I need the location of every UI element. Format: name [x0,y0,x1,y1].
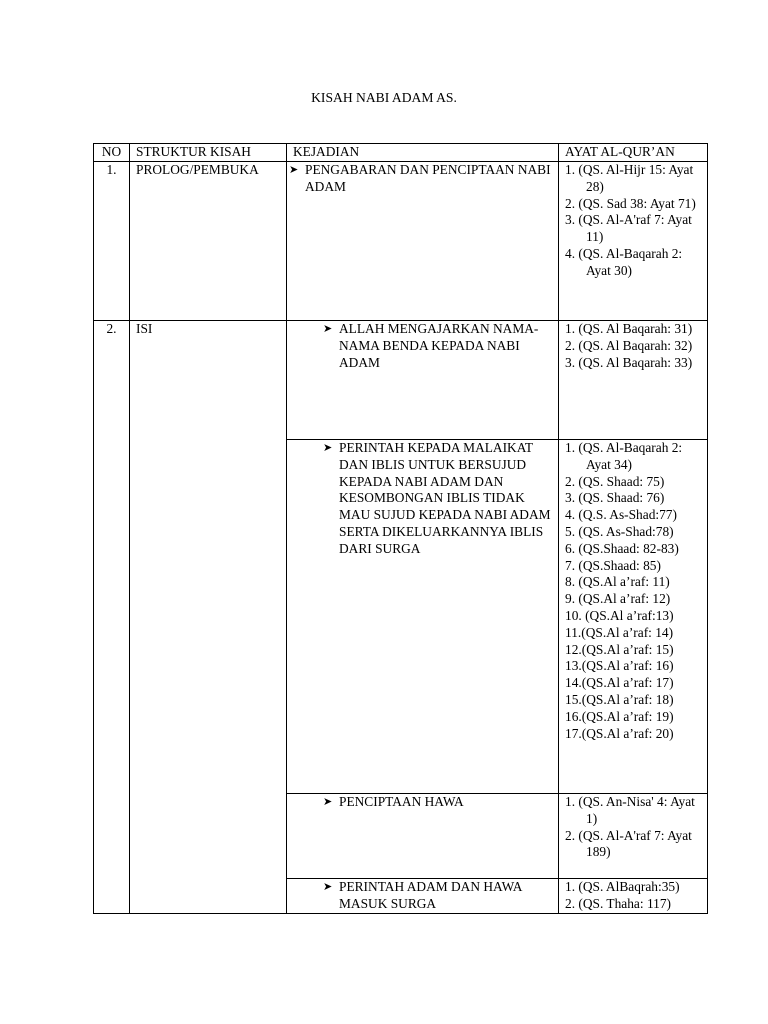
ayat-item: 2. (QS. Al Baqarah: 32) [565,337,693,353]
header-struktur: STRUKTUR KISAH [130,144,287,162]
ayat-item: 3. (QS. Shaad: 76) [565,490,665,506]
ayat-item: 2. (QS. Thaha: 117) [565,895,671,911]
ayat-item: 10. (QS.Al a’raf:13) [565,607,674,623]
ayat-item: 13.(QS.Al a’raf: 16) [565,658,674,674]
ayat-list [565,794,707,861]
ayat-item: 8. (QS.Al a’raf: 11) [565,574,670,590]
table-header-row [94,144,708,162]
ayat-item: 3. (QS. Al-A'raf 7: Ayat 11) [565,212,692,245]
ayat-list [565,440,707,742]
ayat-item: 16.(QS.Al a’raf: 19) [565,708,674,724]
ayat-item: 14.(QS.Al a’raf: 17) [565,675,674,691]
ayat-item: 2. (QS. Sad 38: Ayat 71) [565,195,696,211]
ayat-item: 1. (QS. AlBaqrah:35) [565,879,680,894]
kejadian-text: PERINTAH KEPADA MALAIKAT DAN IBLIS UNTUK BERSUJUD KEPADA NABI ADAM DAN KESOMBONGAN IBLIS TIDAK MAU SUJUD KEPADA NABI ADAM SERTA DIKELUARKANNYA IBLIS DARI SURGA [339,440,551,556]
ayat-item: 17.(QS.Al a’raf: 20) [565,725,674,741]
ayat-item: 9. (QS.Al a’raf: 12) [565,591,671,607]
ayat-item: 12.(QS.Al a’raf: 15) [565,641,674,657]
ayat-item: 5. (QS. As-Shad:78) [565,523,674,539]
document-title: KISAH NABI ADAM AS. [311,90,457,105]
kejadian-cell [287,162,559,321]
arrow-bullet-icon: ➤ [289,163,299,176]
ayat-list [565,321,707,371]
kejadian-text: PENGABARAN DAN PENCIPTAAN NABI ADAM [305,162,551,194]
kejadian-text: ALLAH MENGAJARKAN NAMA-NAMA BENDA KEPADA NABI ADAM [339,321,539,370]
story-table [93,143,708,914]
kejadian-cell [287,440,559,794]
ayat-item: 2. (QS. Shaad: 75) [565,473,665,489]
ayat-item: 7. (QS.Shaad: 85) [565,557,661,573]
kejadian-cell [287,321,559,440]
ayat-item: 1. (QS. An-Nisa' 4: Ayat 1) [565,794,695,826]
kejadian-text: PERINTAH ADAM DAN HAWA MASUK SURGA [339,879,522,911]
row-number: 2. [94,321,130,914]
header-no: NO [94,144,130,162]
ayat-item: 1. (QS. Al-Hijr 15: Ayat 28) [565,162,694,194]
ayat-item: 1. (QS. Al Baqarah: 31) [565,321,693,336]
ayat-cell [559,162,708,321]
table-row [94,321,708,440]
arrow-bullet-icon: ➤ [323,795,333,808]
ayat-item: 2. (QS. Al-A'raf 7: Ayat 189) [565,827,692,860]
ayat-item: 1. (QS. Al-Baqarah 2: Ayat 34) [565,440,683,472]
ayat-cell [559,794,708,879]
ayat-cell [559,440,708,794]
header-ayat: AYAT AL-QUR’AN [559,144,708,162]
struktur-cell: PROLOG/PEMBUKA [130,162,287,321]
ayat-item: 4. (QS. Al-Baqarah 2: Ayat 30) [565,245,683,278]
kejadian-cell [287,879,559,914]
header-kejadian: KEJADIAN [287,144,559,162]
arrow-bullet-icon: ➤ [323,322,333,335]
arrow-bullet-icon: ➤ [323,441,333,454]
ayat-item: 3. (QS. Al Baqarah: 33) [565,354,693,370]
ayat-item: 11.(QS.Al a’raf: 14) [565,624,674,640]
ayat-item: 6. (QS.Shaad: 82-83) [565,540,679,556]
kejadian-cell [287,794,559,879]
ayat-list [565,879,707,913]
ayat-item: 4. (Q.S. As-Shad:77) [565,507,677,523]
arrow-bullet-icon: ➤ [323,880,333,893]
ayat-item: 15.(QS.Al a’raf: 18) [565,691,674,707]
row-number: 1. [94,162,130,321]
ayat-cell [559,879,708,914]
kejadian-text: PENCIPTAAN HAWA [339,794,464,809]
ayat-cell [559,321,708,440]
ayat-list [565,162,707,280]
struktur-cell: ISI [130,321,287,914]
table-row [94,162,708,321]
